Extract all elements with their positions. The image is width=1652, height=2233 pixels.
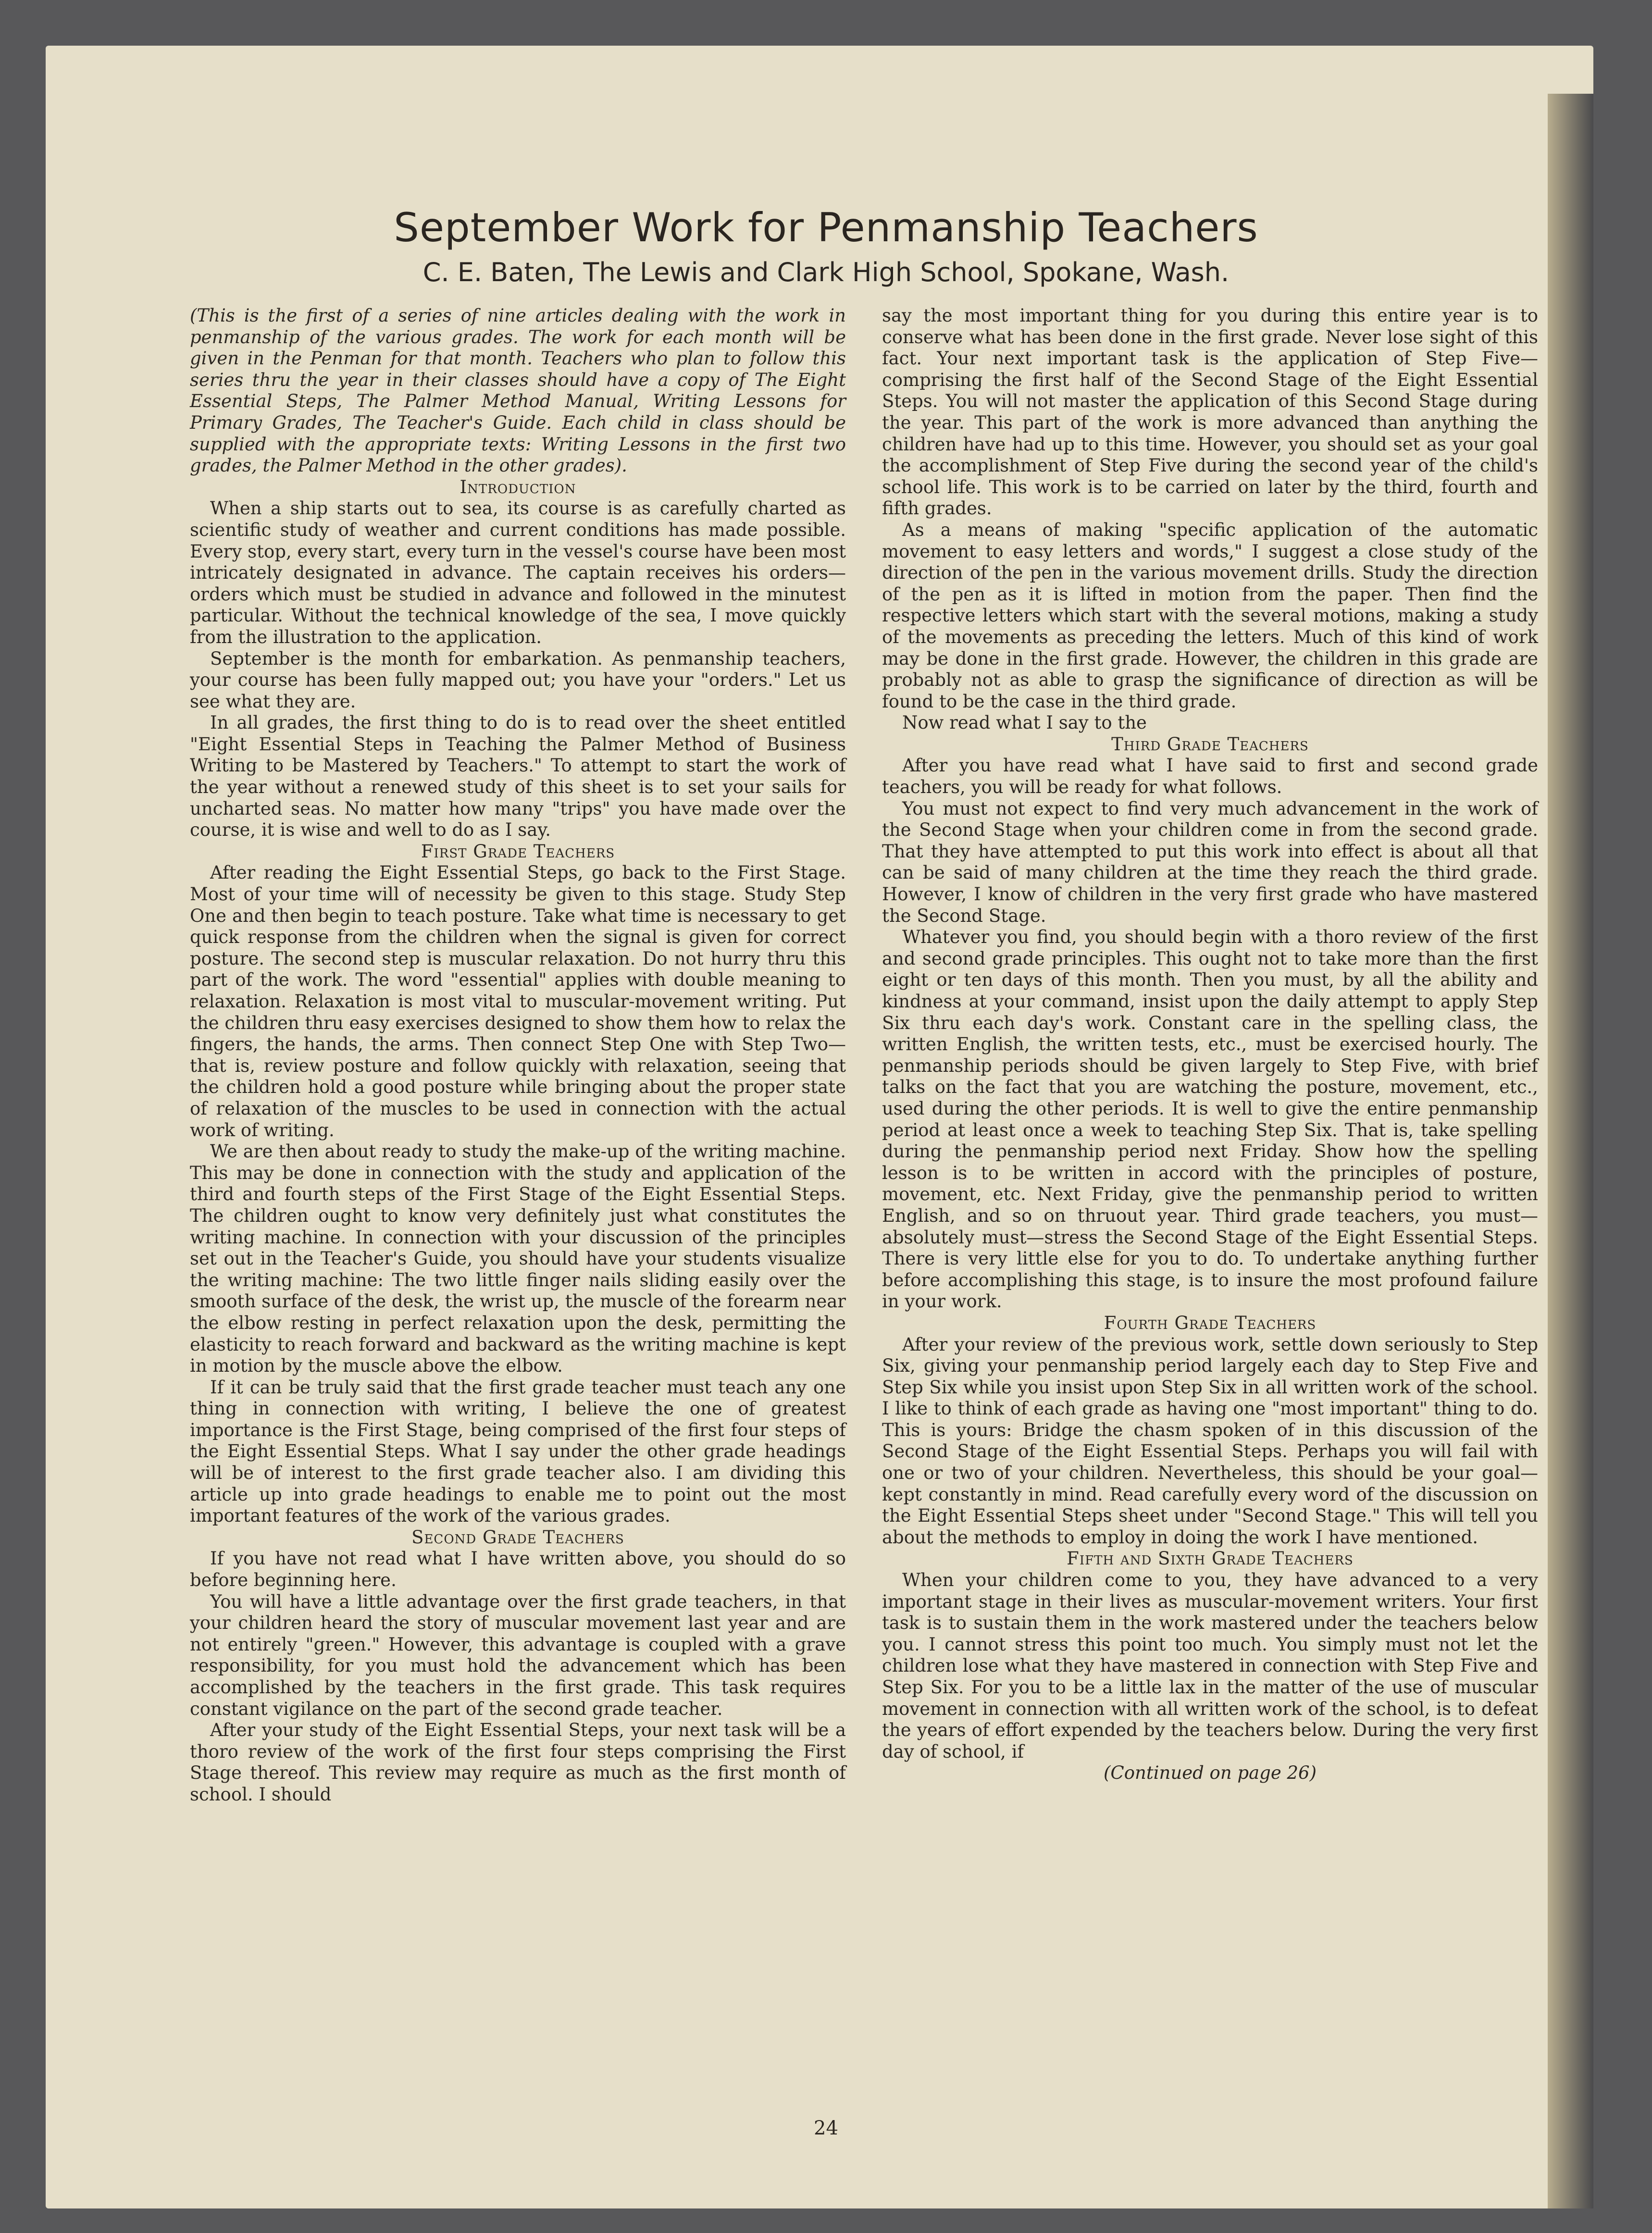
paragraph: September is the month for embarkation. As penmanship teachers, your course has been fully mapped out; you have your "orders." Let us see what they are. bbox=[190, 648, 846, 712]
left-column bbox=[190, 305, 846, 1806]
paragraph: After you have read what I have said to first and second grade teachers, you will be ready for what follows. bbox=[882, 755, 1538, 798]
paragraph: When your children come to you, they have advanced to a very important stage in their lives as muscular-movement writers. Your first task is to sustain them in the work mastered under the teachers below you. I cannot stress this point too much. You simply must not let the children lose what they have mastered in connection with Step Five and Step Six. For you to be a little lax in the matter of the use of muscular movement in connection with all written work of the school, is to defeat the years of effort expended by the teachers below. During the very first day of school, if bbox=[882, 1570, 1538, 1762]
heading-introduction: Introduction bbox=[460, 476, 576, 497]
paragraph: When a ship starts out to sea, its course is as carefully charted as scientific study of weather and current conditions has made possible. Every stop, every start, every turn in the vessel's course have been most intricately designated in advance. The captain receives his orders—orders which must be studied in advance and followed in the minutest particular. Without the technical knowledge of the sea, I move quickly from the illustration to the application. bbox=[190, 498, 846, 647]
paragraph: After your review of the previous work, settle down seriously to Step Six, giving your penmanship period largely each day to Step Five and Step Six while you insist upon Step Six in all written work of the school. I like to think of each grade as having one "most important" thing to do. This is yours: Bridge the chasm spoken of in this discussion of the Second Stage of the Eight Essential Steps. Perhaps you will fail with one or two of your children. Nevertheless, this should be your goal—kept constantly in mind. Read carefully every word of the discussion on the Eight Essential Steps sheet under "Second Stage." This will tell you about the methods to employ in doing the work I have mentioned. bbox=[882, 1334, 1538, 1548]
paragraph: We are then about ready to study the make-up of the writing machine. This may be done in connection with the study and application of the third and fourth steps of the First Stage of the Eight Essential Steps. The children ought to know very definitely just what constitutes the writing machine. In connection with your discussion of the principles set out in the Teacher's Guide, you should have your students visualize the writing machine: The two little finger nails sliding easily over the smooth surface of the desk, the wrist up, the muscle of the forearm near the elbow resting in perfect relaxation upon the desk, permitting the elasticity to reach forward and backward as the writing machine is kept in motion by the muscle above the elbow. bbox=[190, 1141, 846, 1377]
page-number: 24 bbox=[814, 2117, 838, 2139]
paragraph: You must not expect to find very much advancement in the work of the Second Stage when your children come in from the second grade. That they have attempted to put this work into effect is about all that can be said of many children at the time they reach the third grade. However, I know of children in the very first grade who have mastered the Second Stage. bbox=[882, 798, 1538, 926]
continued-note: (Continued on page 26) bbox=[1103, 1762, 1317, 1784]
right-column bbox=[882, 305, 1538, 1784]
paragraph: If it can be truly said that the first grade teacher must teach any one thing in connection with writing, I believe the one of greatest importance is the First Stage, being comprised of the first four steps of the Eight Essential Steps. What I say under the other grade headings will be of interest to the first grade teacher also. I am dividing this article up into grade headings to enable me to point out the most important features of the work of the various grades. bbox=[190, 1377, 846, 1526]
paragraph: Now read what I say to the bbox=[902, 712, 1147, 733]
paragraph: In all grades, the first thing to do is to read over the sheet entitled "Eight Essential Steps in Teaching the Palmer Method of Business Writing to be Mastered by Teachers." To attempt to start the work of the year without a renewed study of this sheet is to set your sails for uncharted seas. No matter how many "trips" you have made over the course, it is wise and well to do as I say. bbox=[190, 712, 846, 841]
heading-fifth-sixth-grade: Fifth and Sixth Grade Teachers bbox=[1067, 1548, 1354, 1569]
heading-second-grade: Second Grade Teachers bbox=[411, 1526, 624, 1548]
paragraph: say the most important thing for you during this entire year is to conserve what has been done in the first grade. Never lose sight of this fact. Your next important task is the application of Step Five—comprising the first half of the Second Stage of the Eight Essential Steps. You will not master the application of this Second Stage during the year. This part of the work is more advanced than anything the children have had up to this time. However, you should set as your goal the accomplishment of Step Five during the second year of the child's school life. This work is to be carried on later by the third, fourth and fifth grades. bbox=[882, 305, 1538, 519]
article-title: September Work for Penmanship Teachers bbox=[394, 204, 1258, 251]
paragraph: Whatever you find, you should begin with a thoro review of the first and second grade principles. This ought not to take more than the first eight or ten days of this month. Then you must, by all the ability and kindness at your command, insist upon the daily attempt to apply Step Six thru each day's work. Constant care in the spelling class, the written English, the written tests, etc., must be exercised hourly. The penmanship periods should be given largely to Step Five, with brief talks on the fact that you are watching the posture, movement, etc., used during the other periods. It is well to give the entire penmanship period at least once a week to teaching Step Six. That is, take spelling during the penmanship period next Friday. Show how the spelling lesson is to be written in accord with the principles of posture, movement, etc. Next Friday, give the penmanship period to written English, and so on thruout year. Third grade teachers, you must—absolutely must—stress the Second Stage of the Eight Essential Steps. There is very little else for you to do. To undertake anything further before accomplishing this stage, is to insure the most profound failure in your work. bbox=[882, 927, 1538, 1312]
paragraph: As a means of making "specific application of the automatic movement to easy letters and words," I suggest a close study of the direction of the pen in the various movement drills. Study the direction of the pen as it is lifted in motion from the paper. Then find the respective letters which start with the several motions, making a study of the movements as preceding the letters. Much of this kind of work may be done in the first grade. However, the children in this grade are probably not as able to grasp the significance of direction as will be found to be the case in the third grade. bbox=[882, 519, 1538, 712]
paragraph: After reading the Eight Essential Steps, go back to the First Stage. Most of your time will of necessity be given to this stage. Study Step One and then begin to teach posture. Take what time is necessary to get quick response from the children when the signal is given for correct posture. The second step is muscular relaxation. Do not hurry thru this part of the work. The word "essential" applies with double meaning to relaxation. Relaxation is most vital to muscular-movement writing. Put the children thru easy exercises designed to show them how to relax the fingers, the hands, the arms. Then connect Step One with Step Two—that is, review posture and follow quickly with relaxation, seeing that the children hold a good posture while bringing about the proper state of relaxation of the muscles to be used in connection with the actual work of writing. bbox=[190, 862, 846, 1141]
paragraph: You will have a little advantage over the first grade teachers, in that your children heard the story of muscular movement last year and are not entirely "green." However, this advantage is coupled with a grave responsibility, for you must hold the advancement which has been accomplished by the teachers in the first grade. This task requires constant vigilance on the part of the second grade teacher. bbox=[190, 1591, 846, 1719]
paragraph: If you have not read what I have written above, you should do so before beginning here. bbox=[190, 1548, 846, 1591]
series-preface: (This is the first of a series of nine articles dealing with the work in penmanship of the various grades. The work for each month will be given in the Penman for that month. Teachers who plan to follow this series thru the year in their classes should have a copy of The Eight Essential Steps, The Palmer Method Manual, Writing Lessons for Primary Grades, The Teacher's Guide. Each child in class should be supplied with the appropriate texts: Writing Lessons in the first two grades, the Palmer Method in the other grades). bbox=[190, 305, 846, 476]
heading-first-grade: First Grade Teachers bbox=[421, 841, 615, 862]
heading-fourth-grade: Fourth Grade Teachers bbox=[1104, 1312, 1317, 1333]
paragraph: After your study of the Eight Essential Steps, your next task will be a thoro review of the work of the first four steps comprising the First Stage thereof. This review may require as much as the first month of school. I should bbox=[190, 1720, 846, 1805]
article-byline: C. E. Baten, The Lewis and Clark High School, Spokane, Wash. bbox=[422, 257, 1230, 287]
heading-third-grade: Third Grade Teachers bbox=[1111, 733, 1309, 755]
page-edge bbox=[1548, 94, 1593, 2208]
